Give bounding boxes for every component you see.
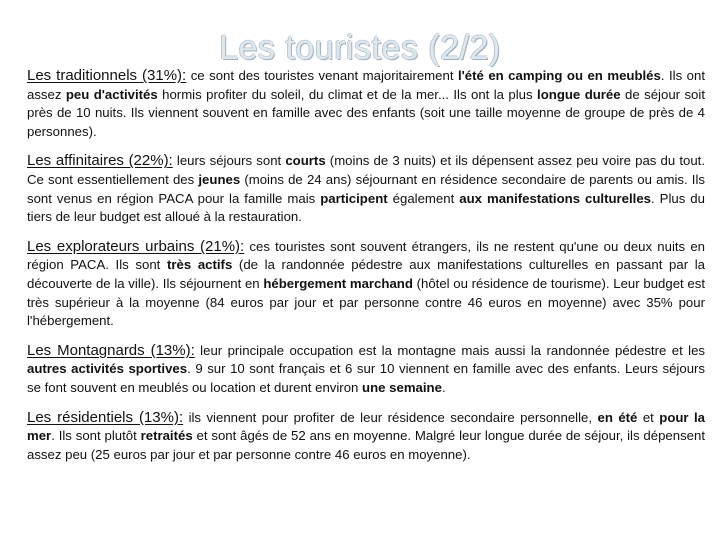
- emphasis-text: jeunes: [198, 171, 241, 187]
- body-text: (moins de 24 ans) séjournant en résidence secondaire de parents ou amis. Ils sont venus en région PACA pour la famille mais: [27, 171, 705, 206]
- paragraph-heading: Les explorateurs urbains (21%):: [27, 237, 245, 255]
- body-text: (hôtel ou résidence de tourisme). Leur budget est très supérieur à la moyenne (84 euros par jour et par personne contre 46 euros en moyenne) avec 35% pour l'hébergement.: [27, 275, 705, 329]
- emphasis-text: longue durée: [537, 86, 621, 102]
- emphasis-text: participent: [320, 190, 388, 206]
- paragraph-heading: Les résidentiels (13%):: [27, 408, 184, 426]
- body-text: ces touristes sont souvent étrangers, ils ne restent qu'une ou deux nuits en région PACA. Ils sont: [27, 238, 705, 273]
- paragraph-heading: Les traditionnels (31%):: [27, 67, 187, 84]
- body-text: également: [387, 190, 460, 206]
- body-text: . Ils ont assez: [27, 68, 705, 102]
- body-text: . Ils sont plutôt: [51, 428, 141, 444]
- emphasis-text: autres activités sportives: [27, 361, 188, 377]
- body-text: . Plus du tiers de leur budget est alloué à la restauration.: [27, 190, 705, 225]
- paragraph-affinitaires: [27, 152, 705, 226]
- body-text: ce sont des touristes venant majoritairement: [186, 68, 458, 83]
- content-body: [27, 67, 705, 475]
- emphasis-text: en été: [597, 409, 638, 425]
- emphasis-text: courts: [285, 153, 326, 169]
- emphasis-text: l'été en camping ou en meublés: [457, 68, 661, 83]
- paragraph-heading: Les Montagnards (13%):: [27, 341, 195, 359]
- paragraph-traditionnels: [27, 67, 705, 141]
- body-text: leurs séjours sont: [172, 153, 286, 169]
- paragraph-explorateurs-urbains: [27, 238, 705, 331]
- body-text: et: [637, 409, 660, 425]
- emphasis-text: une semaine: [362, 379, 442, 395]
- paragraph-residentiels: [27, 409, 705, 465]
- body-text: (de la randonnée pédestre aux manifestations culturelles en passant par la découverte de la ville). Ils séjournent en: [27, 257, 705, 291]
- body-text: de séjour soit près de 10 nuits. Ils viennent souvent en famille avec des enfants (soit une taille moyenne de groupe de près de 4 personnes).: [27, 86, 705, 139]
- body-text: . 9 sur 10 sont français et 6 sur 10 viennent en famille avec des enfants. Leurs séjours se font souvent en meublés ou location et durent environ: [27, 361, 706, 395]
- body-text: .: [441, 379, 446, 395]
- emphasis-text: très actifs: [166, 257, 233, 273]
- emphasis-text: pour la mer: [27, 409, 706, 444]
- body-text: et sont âgés de 52 ans en moyenne. Malgré leur longue durée de séjour, ils dépensent assez peu (25 euros par jour et par personne contre 46 euros en moyenne).: [27, 428, 705, 462]
- body-text: (moins de 3 nuits) et ils dépensent assez peu voire pas du tout. Ce sont essentiellement des: [27, 153, 705, 187]
- slide-title: Les touristes (2/2): [219, 29, 501, 67]
- body-text: ils viennent pour profiter de leur résidence secondaire personnelle,: [183, 409, 598, 425]
- paragraph-montagnards: [27, 342, 705, 398]
- body-text: leur principale occupation est la montagne mais aussi la randonnée pédestre et les: [194, 342, 706, 358]
- paragraph-heading: Les affinitaires (22%):: [27, 152, 173, 170]
- emphasis-text: retraités: [140, 428, 193, 444]
- emphasis-text: hébergement marchand: [263, 275, 413, 291]
- emphasis-text: peu d'activités: [65, 86, 158, 102]
- body-text: hormis profiter du soleil, du climat et de la mer... Ils ont la plus: [157, 86, 538, 102]
- emphasis-text: aux manifestations culturelles: [459, 190, 651, 206]
